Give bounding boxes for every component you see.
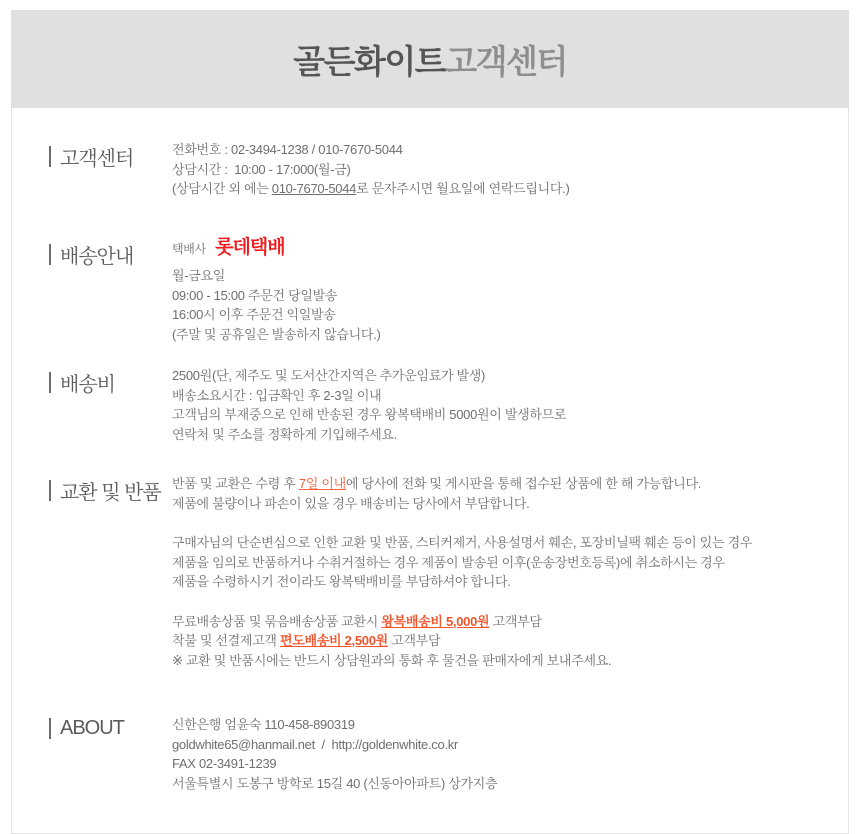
- delivery-time: 배송소요시간 : 입금확인 후 2-3일 이내: [172, 387, 382, 403]
- section-label-text: 배송안내: [60, 245, 134, 268]
- section-label-text: ABOUT: [60, 717, 124, 739]
- courier-label: 택배사: [172, 241, 206, 256]
- label-bar: [49, 244, 51, 265]
- label-bar: [49, 146, 51, 167]
- courier-row: [172, 238, 848, 260]
- hours-line: 상담시간 : 10:00 - 17:000(월-금): [172, 161, 351, 177]
- contact-first-note: ※ 교환 및 반품시에는 반드시 상담원과의 통화 후 물건을 판매자에게 보내주세요.: [172, 652, 612, 668]
- free-shipping-exchange-line: [172, 612, 848, 632]
- exchange-window-pre: 반품 및 교환은 수령 후: [172, 476, 299, 491]
- section-label-text: 교환 및 반품: [60, 482, 161, 504]
- email-website-line: goldwhite65@hanmail.net / http://goldenwhite.co.kr: [172, 736, 458, 752]
- round-trip-fee-highlight: 왕복배송비 5,000원: [381, 613, 490, 629]
- after-hours-line: [172, 179, 848, 199]
- section-about: [12, 715, 848, 793]
- one-way-fee-line: [172, 631, 848, 651]
- free-shipping-pre: 무료배송상품 및 묶음배송상품 교환시: [172, 613, 382, 629]
- shipping-fee-body: [172, 366, 848, 444]
- page-container: [11, 10, 849, 834]
- section-shipping-fee: [12, 366, 848, 444]
- after-hours-phone-link[interactable]: 010-7670-5044: [271, 181, 357, 196]
- shipping-days: 월-금요일: [172, 268, 226, 283]
- round-trip-fee-line: 제품을 수령하시기 전이라도 왕복택배비를 부담하셔야 합니다.: [172, 574, 511, 589]
- page-header: [11, 10, 849, 108]
- after-hours-suffix: 로 문자주시면 월요일에 연락드립니다.): [356, 181, 570, 196]
- refusal-line: 제품을 임의로 반품하거나 수취거절하는 경우 제품이 발송된 이후(운송장번호등록)에 취소하시는 경우: [172, 554, 725, 570]
- shipping-info-body: [172, 238, 848, 345]
- one-way-post: 고객부담: [387, 633, 441, 648]
- section-label-text: 고객센터: [60, 148, 134, 170]
- page-title-brand: 골든화이트: [293, 42, 446, 80]
- section-label-text: 배송비: [60, 374, 115, 396]
- section-exchange-return: [12, 474, 848, 670]
- phone-line: 전화번호 : 02-3494-1238 / 010-7670-5044: [172, 142, 403, 157]
- one-way-pre: 착불 및 선결제고객: [172, 633, 280, 648]
- after-hours-prefix: (상담시간 외 에는: [172, 181, 272, 196]
- fee-details-paragraph: [172, 612, 848, 671]
- return-fee-note: 고객님의 부재중으로 인해 반송된 경우 왕복택배비 5000원이 발생하므로: [172, 407, 567, 422]
- defect-fee-line: 제품에 불량이나 파손이 있을 경우 배송비는 당사에서 부담합니다.: [172, 495, 530, 511]
- section-customer-center: [12, 140, 848, 199]
- section-label-shipping-info: [12, 240, 172, 269]
- bank-account-line: 신한은행 엄윤숙 110-458-890319: [172, 717, 355, 732]
- fax-line: FAX 02-3491-1239: [172, 756, 277, 771]
- exchange-window-highlight: 7일 이내: [298, 476, 346, 491]
- one-way-fee-highlight: 편도배송비 2,500원: [280, 633, 388, 648]
- section-label-about: [12, 717, 172, 740]
- section-label-shipping-fee: [12, 368, 172, 397]
- page-title-suffix: 고객센터: [445, 42, 567, 80]
- section-label-exchange-return: [12, 476, 172, 505]
- address-line: 서울특별시 도봉구 방학로 15길 40 (신동아아파트) 상가지층: [172, 775, 498, 791]
- section-shipping-info: [12, 238, 848, 345]
- about-body: [172, 715, 848, 793]
- change-of-mind-line: 구매자님의 단순변심으로 인한 교환 및 반품, 스티커제거, 사용설명서 훼손, 포장비닐팩 훼손 등이 있는 경우: [172, 535, 753, 550]
- section-label-customer-center: [12, 142, 172, 171]
- content-area: [11, 108, 849, 834]
- exchange-policy-paragraph: [172, 474, 848, 513]
- weekend-note: (주말 및 공휴일은 발송하지 않습니다.): [172, 326, 381, 342]
- customer-center-body: [172, 140, 848, 199]
- label-bar: [49, 480, 51, 501]
- page-title: [293, 36, 566, 83]
- buyer-responsibility-paragraph: [172, 533, 848, 592]
- label-bar: [49, 372, 51, 393]
- courier-name: 롯데택배: [215, 236, 285, 258]
- address-note: 연락처 및 주소를 정확하게 기입해주세요.: [172, 426, 397, 442]
- fee-amount: 2500원(단, 제주도 및 도서산간지역은 추가운임료가 발생): [172, 368, 486, 383]
- free-shipping-post: 고객부담: [489, 613, 542, 629]
- same-day-rule: 09:00 - 15:00 주문건 당일발송: [172, 287, 338, 303]
- next-day-rule: 16:00시 이후 주문건 익일발송: [172, 307, 336, 322]
- label-bar: [49, 718, 51, 739]
- exchange-window-post: 에 당사에 전화 및 게시판을 통해 접수된 상품에 한 해 가능합니다.: [345, 476, 702, 491]
- exchange-window-line: [172, 474, 848, 494]
- exchange-return-body: [172, 474, 848, 670]
